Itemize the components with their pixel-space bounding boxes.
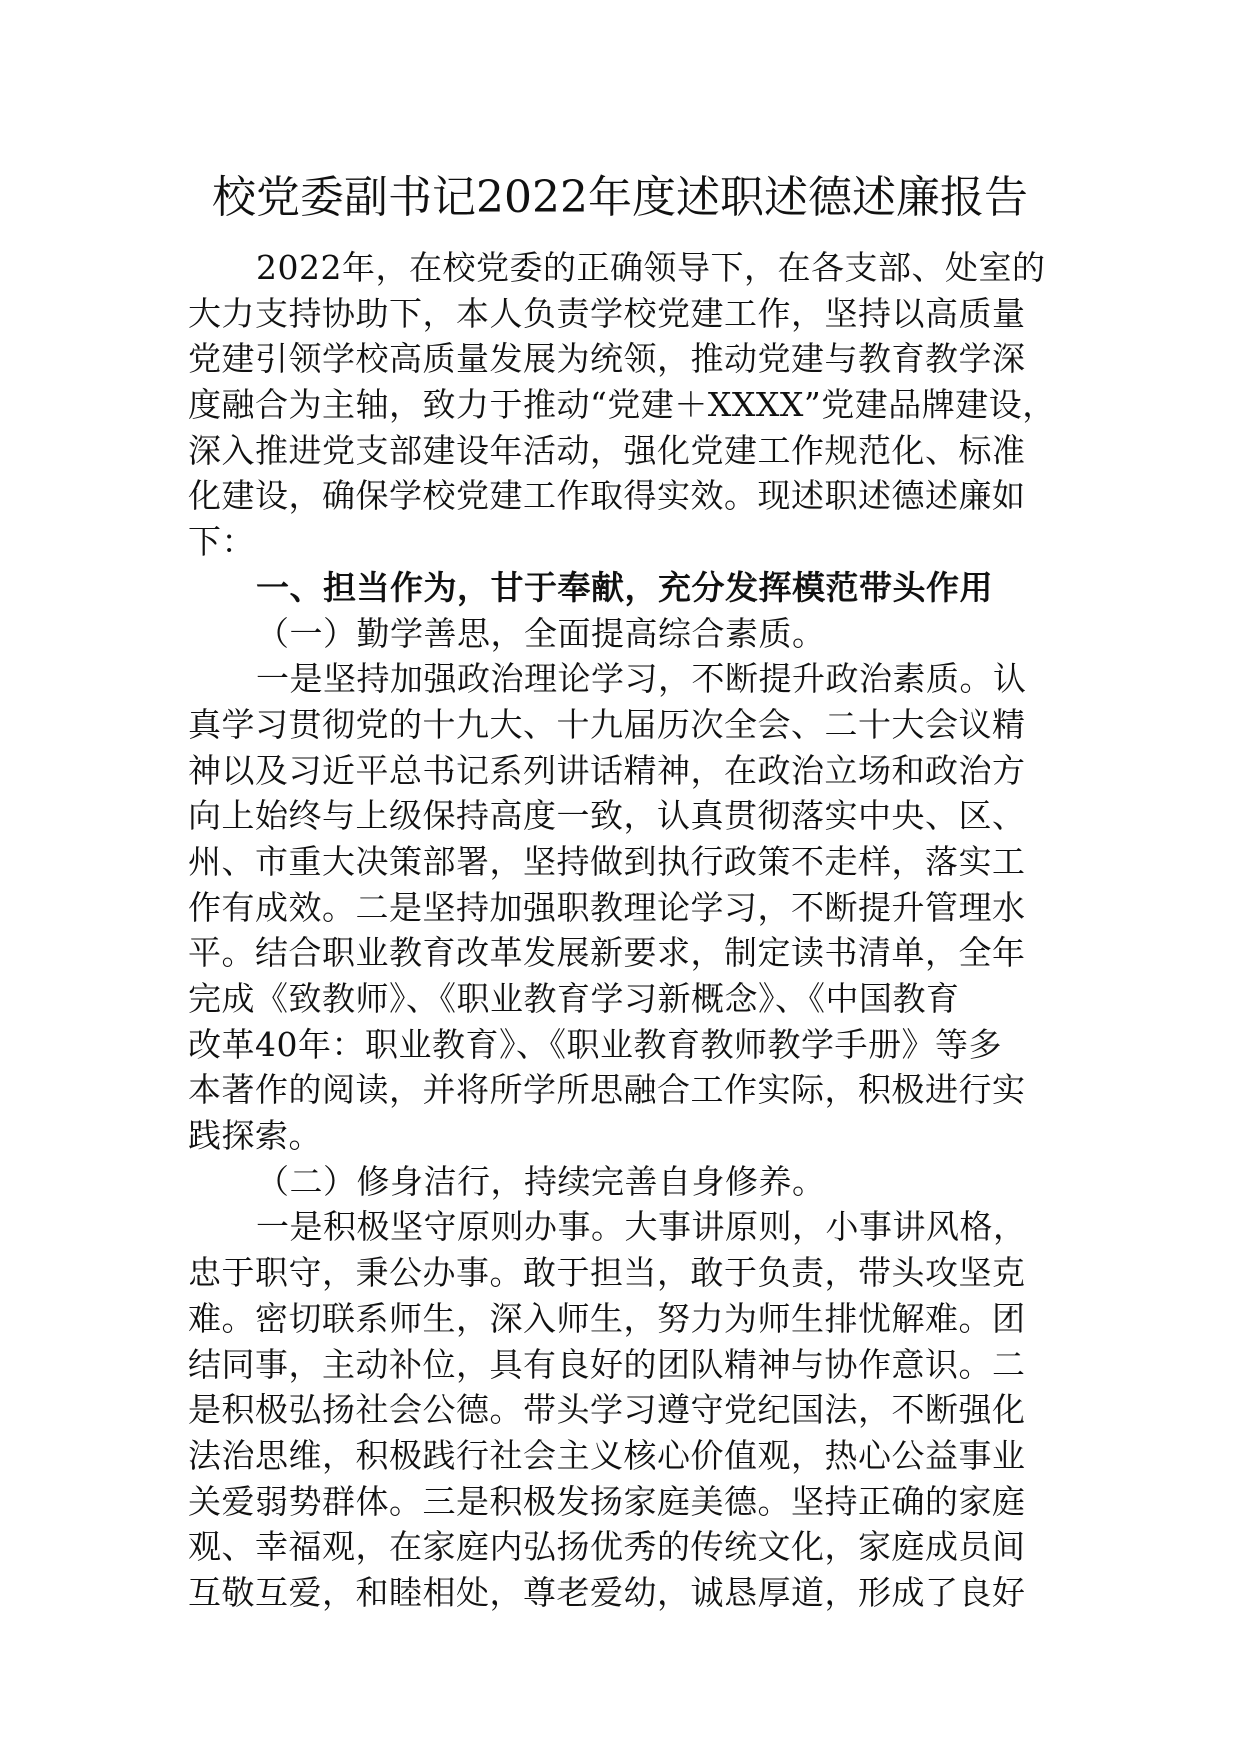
text-line: 平。结合职业教育改革发展新要求，制定读书清单，全年 [188, 933, 1026, 973]
text-line: 向上始终与上级保持高度一致，认真贯彻落实中央、区、 [188, 796, 1026, 836]
text-line: （二）修身洁行，持续完善自身修养。 [256, 1161, 826, 1201]
text-line: 一是积极坚守原则办事。大事讲原则，小事讲风格， [256, 1207, 1027, 1247]
text-line: 真学习贯彻党的十九大、十九届历次全会、二十大会议精 [188, 704, 1026, 744]
text-line: 下： [188, 522, 255, 562]
text-line: 本著作的阅读，并将所学所思融合工作实际，积极进行实 [188, 1070, 1026, 1110]
text-line: 党建引领学校高质量发展为统领，推动党建与教育教学深 [188, 339, 1026, 379]
document-title: 校党委副书记2022年度述职述德述廉报告 [212, 172, 1028, 223]
text-line: 互敬互爱，和睦相处，尊老爱幼，诚恳厚道，形成了良好 [188, 1572, 1026, 1612]
text-line: 深入推进党支部建设年活动，强化党建工作规范化、标准 [188, 430, 1026, 470]
text-line: 难。密切联系师生，深入师生，努力为师生排忧解难。团 [188, 1298, 1026, 1338]
text-line: 关爱弱势群体。三是积极发扬家庭美德。坚持正确的家庭 [188, 1481, 1026, 1521]
text-line: 作有成效。二是坚持加强职教理论学习，不断提升管理水 [188, 887, 1026, 927]
text-line: 改革40年：职业教育》、《职业教育教师教学手册》等多 [188, 1024, 1002, 1064]
section-heading-line: 一、担当作为，甘于奉献，充分发挥模范带头作用 [256, 567, 993, 607]
text-line: 践探索。 [188, 1116, 322, 1156]
text-line: 忠于职守，秉公办事。敢于担当，敢于负责，带头攻坚克 [188, 1253, 1026, 1293]
text-line: 化建设，确保学校党建工作取得实效。现述职述德述廉如 [188, 476, 1026, 516]
text-line: 大力支持协助下，本人负责学校党建工作，坚持以高质量 [188, 293, 1026, 333]
text-line: 观、幸福观，在家庭内弘扬优秀的传统文化，家庭成员间 [188, 1527, 1026, 1567]
text-line: 结同事，主动补位，具有良好的团队精神与协作意识。二 [188, 1344, 1026, 1384]
text-line: 一是坚持加强政治理论学习，不断提升政治素质。认 [256, 659, 1027, 699]
text-line: 州、市重大决策部署，坚持做到执行政策不走样，落实工 [188, 841, 1026, 881]
text-line: 神以及习近平总书记系列讲话精神，在政治立场和政治方 [188, 750, 1026, 790]
document-body [188, 245, 1068, 1616]
text-line: 完成《致教师》、《职业教育学习新概念》、《中国教育 [188, 979, 960, 1018]
text-line: 法治思维，积极践行社会主义核心价值观，热心公益事业 [188, 1435, 1026, 1475]
text-line: 是积极弘扬社会公德。带头学习遵守党纪国法，不断强化 [188, 1390, 1026, 1430]
text-line: 2022年，在校党委的正确领导下，在各支部、处室的 [256, 248, 1046, 287]
text-line: 度融合为主轴，致力于推动“党建＋XXXX”党建品牌建设， [188, 385, 1056, 425]
text-line: （一）勤学善思，全面提高综合素质。 [256, 613, 826, 653]
